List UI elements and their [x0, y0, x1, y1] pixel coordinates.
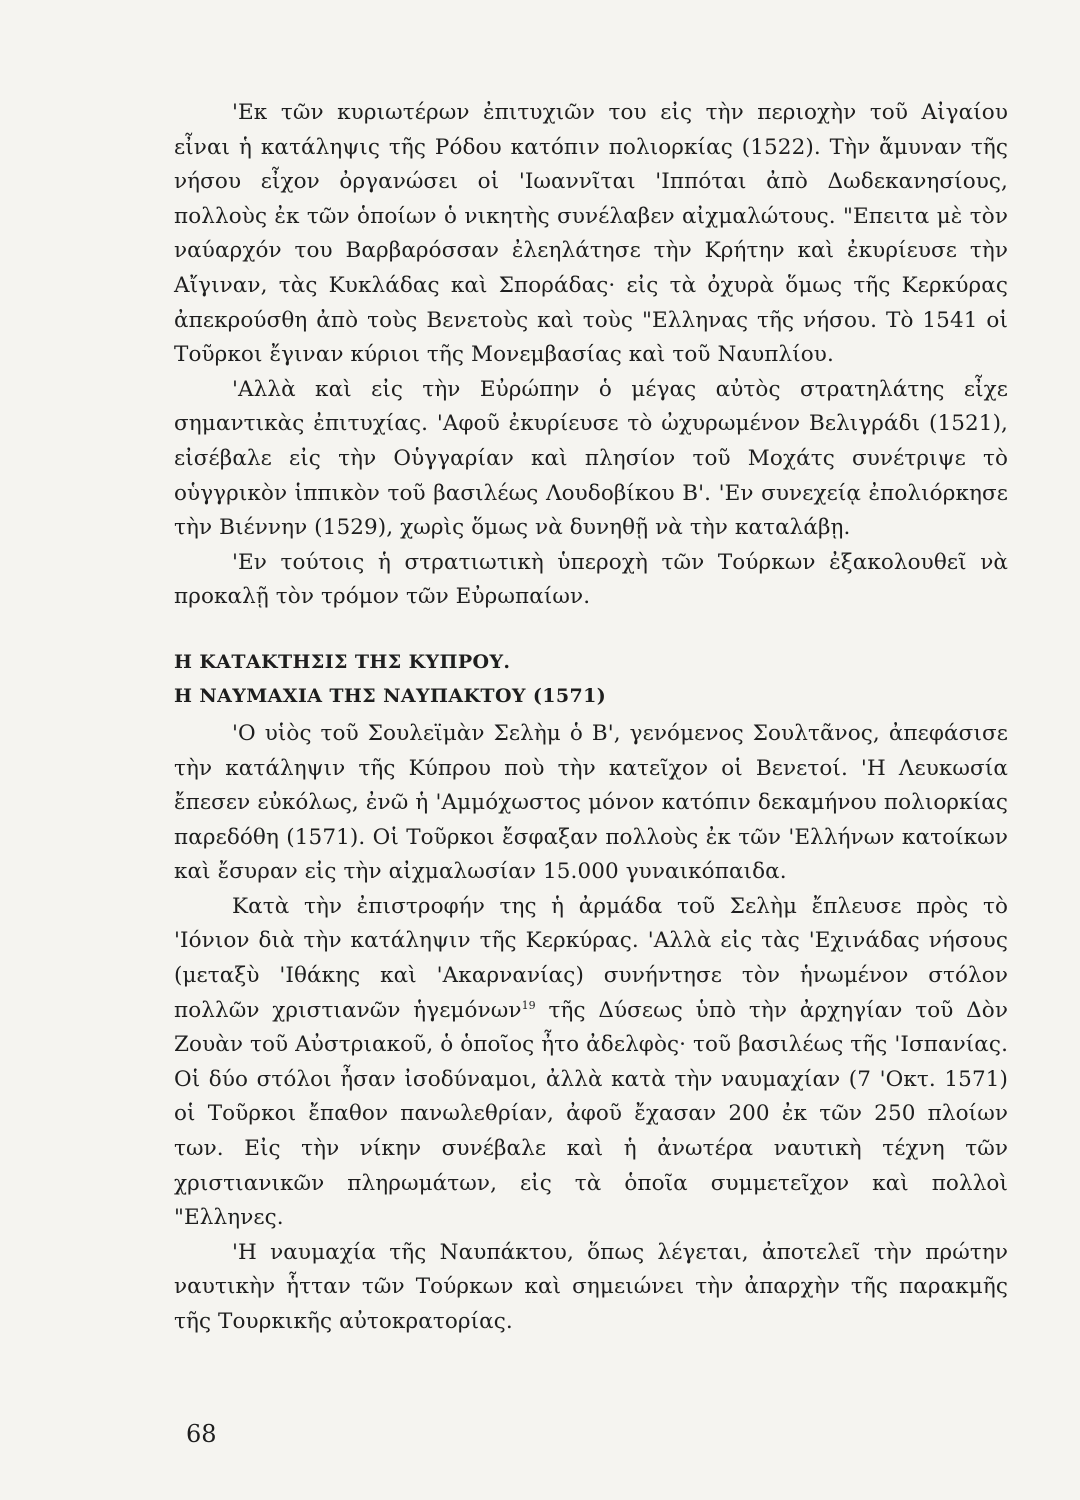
paragraph-lepanto-text-before: Κατὰ τὴν ἐπιστροφήν της ἡ ἀρμάδα τοῦ Σελὴμ ἔπλευσε πρὸς τὸ 'Ιόνιον διὰ τὴν κατάληψιν τῆς Κερκύρας. 'Αλλὰ εἰς τὰς 'Εχινάδας νήσους (μεταξὺ 'Ιθάκης καὶ 'Ακαρνανίας) συνήντησε τὸν ἡνωμένον στόλον πολλῶν χριστιανῶν ἡγεμόνων [174, 893, 1008, 1023]
paragraph-aegean-conquests: 'Εκ τῶν κυριωτέρων ἐπιτυχιῶν του εἰς τὴν περιοχὴν τοῦ Αἰγαίου εἶναι ἡ κατάληψις τῆς Ρόδου κατόπιν πολιορκίας (1522). Τὴν ἄμυναν τῆς νήσου εἶχον ὀργανώσει οἱ 'Ιωαννῖται 'Ιππόται ἀπὸ Δωδεκανησίους, πολλοὺς ἐκ τῶν ὁποίων ὁ νικητὴς συνέλαβεν αἰχμαλώτους. "Επειτα μὲ τὸν ναύαρχόν του Βαρβαρόσσαν ἐλεηλάτησε τὴν Κρήτην καὶ ἐκυρίευσε τὴν Αἴγιναν, τὰς Κυκλάδας καὶ Σποράδας· εἰς τὰ ὀχυρὰ ὅμως τῆς Κερκύρας ἀπεκρούσθη ἀπὸ τοὺς Βενετοὺς καὶ τοὺς "Ελληνας τῆς νήσου. Τὸ 1541 οἱ Τοῦρκοι ἔγιναν κύριοι τῆς Μονεμβασίας καὶ τοῦ Ναυπλίου. [174, 100, 1008, 368]
heading-naupaktos-battle: Η ΝΑΥΜΑΧΙΑ ΤΗΣ ΝΑΥΠΑΚΤΟΥ (1571) [174, 684, 607, 707]
paragraph-lepanto-text-after: τῆς Δύσεως ὑπὸ τὴν ἀρχηγίαν τοῦ Δὸν Ζουὰν τοῦ Αὐστριακοῦ, ὁ ὁποῖος ἦτο ἀδελφὸς· τοῦ βασιλέως τῆς 'Ισπανίας. Οἱ δύο στόλοι ἦσαν ἰσοδύναμοι, ἀλλὰ κατὰ τὴν ναυμαχίαν (7 'Οκτ. 1571) οἱ Τοῦρκοι ἔπαθον πανωλεθρίαν, ἀφοῦ ἔχασαν 200 ἐκ τῶν 250 πλοίων των. Εἰς τὴν νίκην συνέβαλε καὶ ἡ ἀνωτέρα ναυτικὴ τέχνη τῶν χριστιανικῶν πληρωμάτων, εἰς τὰ ὁποῖα συμμετεῖχον καὶ πολλοὶ "Ελληνες. [174, 997, 1008, 1231]
paragraph-european-fear: 'Εν τούτοις ἡ στρατιωτικὴ ὑπεροχὴ τῶν Τούρκων ἐξακολουθεῖ νὰ προκαλῇ τὸν τρόμον τῶν Εὐρωπαίων. [174, 549, 1008, 610]
paragraph-cyprus-capture: 'Ο υἱὸς τοῦ Σουλεϊμὰν Σελὴμ ὁ Β', γενόμενος Σουλτᾶνος, ἀπεφάσισε τὴν κατάληψιν τῆς Κύπρου ποὺ τὴν κατεῖχον οἱ Βενετοί. 'Η Λευκωσία ἔπεσεν εὐκόλως, ἐνῶ ἡ 'Αμμόχωστος μόνον κατόπιν δεκαμήνου πολιορκίας παρεδόθη (1571). Οἱ Τοῦρκοι ἔσφαξαν πολλοὺς ἐκ τῶν 'Ελλήνων κατοίκων καὶ ἔσυραν εἰς τὴν αἰχμαλωσίαν 15.000 γυναικόπαιδα. [174, 720, 1008, 885]
footnote-marker: 19 [521, 998, 536, 1012]
paragraph-lepanto-battle [174, 890, 1008, 1236]
heading-cyprus-conquest: Η ΚΑΤΑΚΤΗΣΙΣ ΤΗΣ ΚΥΠΡΟΥ. [174, 650, 511, 673]
page-number: 68 [186, 1420, 217, 1448]
section-heading [174, 645, 1008, 713]
paragraph-lepanto-significance: 'Η ναυμαχία τῆς Ναυπάκτου, ὅπως λέγεται, ἀποτελεῖ τὴν πρώτην ναυτικὴν ἧτταν τῶν Τούρκων καὶ σημειώνει τὴν ἀπαρχὴν τῆς παρακμῆς τῆς Τουρκικῆς αὐτοκρατορίας. [174, 1239, 1008, 1334]
section-suleiman-conquests [174, 96, 1008, 615]
paragraph-europe-campaigns: 'Αλλὰ καὶ εἰς τὴν Εὐρώπην ὁ μέγας αὐτὸς στρατηλάτης εἶχε σημαντικὰς ἐπιτυχίας. 'Αφοῦ ἐκυρίευσε τὸ ὠχυρωμένον Βελιγράδι (1521), εἰσέβαλε εἰς τὴν Οὑγγαρίαν καὶ πλησίον τοῦ Μοχάτς συνέτριψε τὸ οὑγγρικὸν ἱππικὸν τοῦ βασιλέως Λουδοβίκου Β'. 'Εν συνεχείᾳ ἐπολιόρκησε τὴν Βιέννην (1529), χωρὶς ὅμως νὰ δυνηθῇ νὰ τὴν καταλάβῃ. [174, 376, 1008, 541]
section-cyprus-lepanto [174, 717, 1008, 1340]
